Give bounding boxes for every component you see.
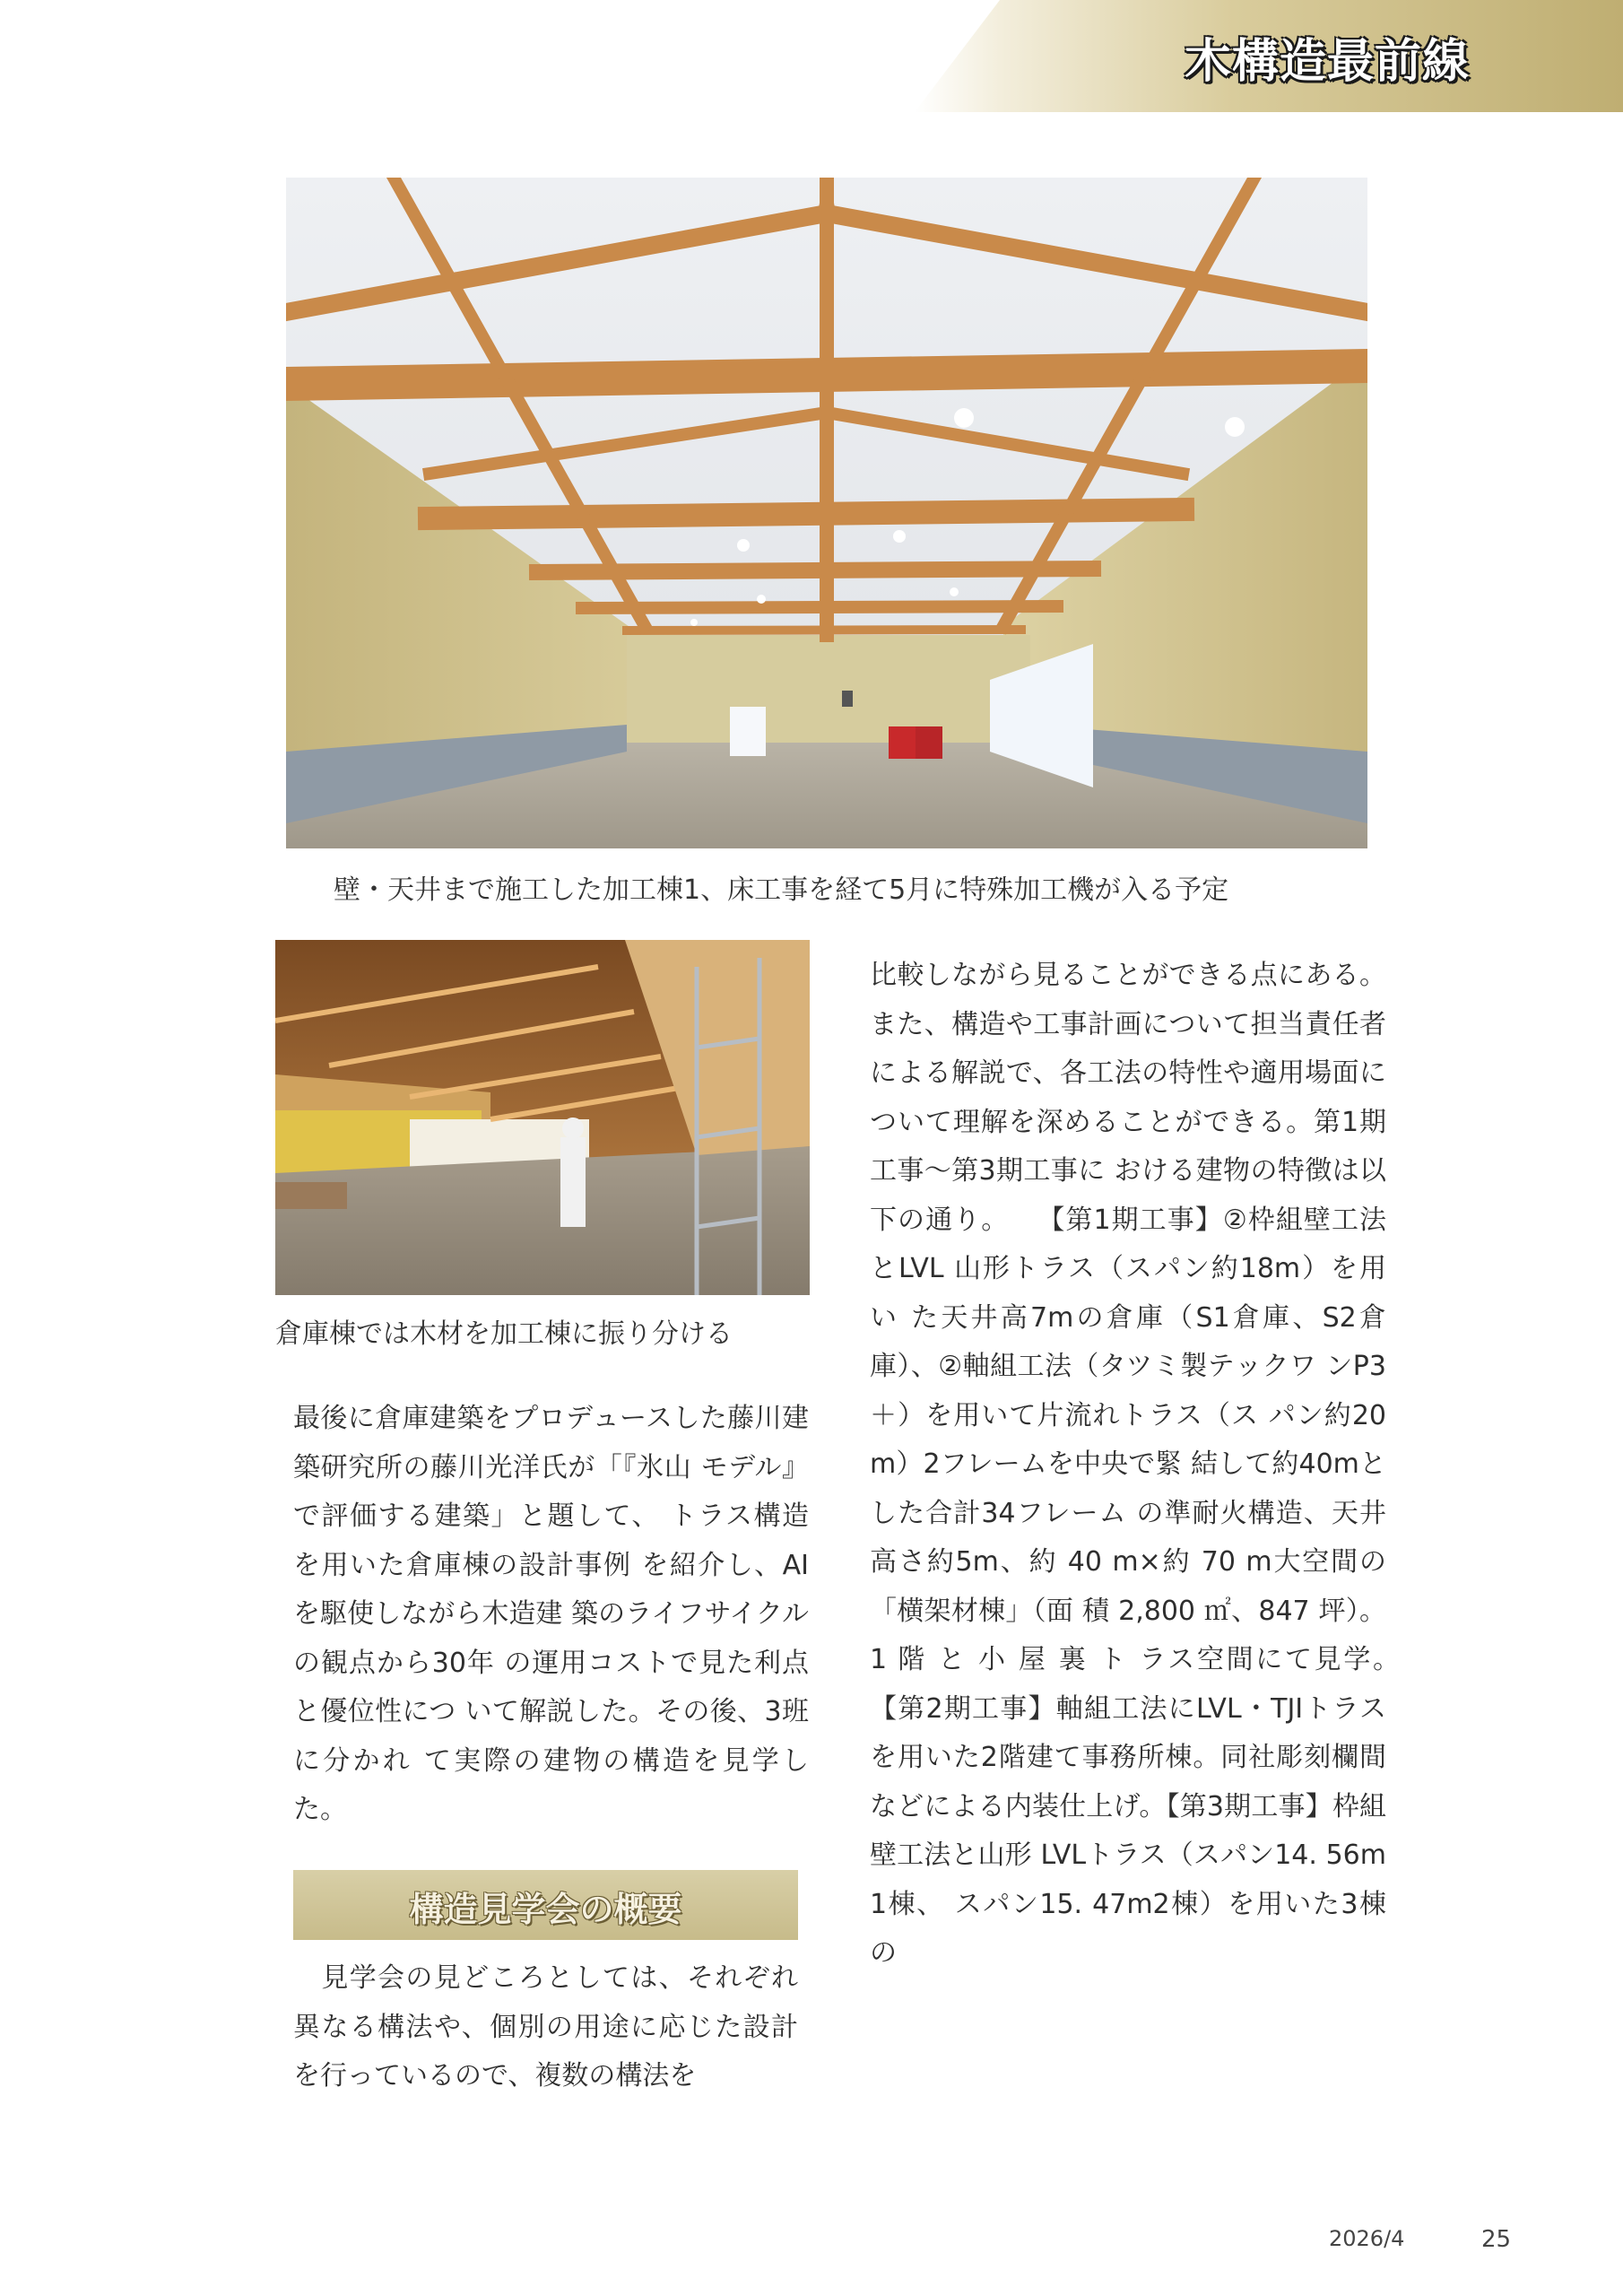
- section-paragraph: 見学会の見どころとしては、それぞれ異なる構法や、個別の用途に応じた設計を行っているので、複数の構法を: [293, 1962, 798, 2092]
- page-number: 25: [1481, 2226, 1512, 2253]
- main-photo-caption: 壁・天井まで施工した加工棟1、床工事を経て5月に特殊加工機が入る予定: [334, 874, 1229, 906]
- warehouse-photo-caption: 倉庫棟では木材を加工棟に振り分ける: [275, 1318, 733, 1350]
- issue-date: 2026/4: [1329, 2226, 1405, 2251]
- section-header-title: 木構造最前線: [1184, 35, 1470, 89]
- warehouse-photo: [275, 940, 810, 1295]
- left-column-paragraph: 最後に倉庫建築をプロデュースした藤川建築研究所の藤川光洋氏が「『氷山 モデル』で評価する建築」と題して、 トラス構造を用いた倉庫棟の設計事例 を紹介し、AIを駆使しながら木造建 築のライフサイクルの観点から30年 の運用コストで見た利点と優位性につ いて解説した。その後、3班に分かれ て実際の建物の構造を見学した。: [293, 1403, 809, 1825]
- section-heading-box: [293, 1870, 798, 1940]
- right-column-paragraph: 比較しながら見ることができる点にある。また、構造や工事計画について担当責任者による解説で、各工法の特性や適用場面について理解を深めることができる。第1期工事～第3期工事に おける建物の特徴は以下の通り。 【第1期工事】②枠組壁工法とLVL 山形トラス（スパン約18m）を用い た天井高7mの倉庫（S1倉庫、S2倉 庫）、②軸組工法（タツミ製テックワ ンP3＋）を用いて片流れトラス（ス パン約20m）2フレームを中央で緊 結して約40mとした合計34フレーム の準耐火構造、天井高さ約5m、約 40 m×約 70 m大空間の「横架材棟」（面 積 2,800 ㎡、847 坪）。1 階 と 小 屋 裏 ト ラス空間にて見学。 【第2期工事】軸組工法にLVL・TJIトラスを用いた2階建て事務所棟。同社彫刻欄間などによる内装仕上げ。【第3期工事】枠組壁工法と山形 LVLトラス（スパン14. 56m1棟、 スパン15. 47m2棟）を用いた3棟の: [870, 960, 1440, 1969]
- section-heading: 構造見学会の概要: [409, 1890, 682, 1929]
- main-photo: [286, 178, 1367, 848]
